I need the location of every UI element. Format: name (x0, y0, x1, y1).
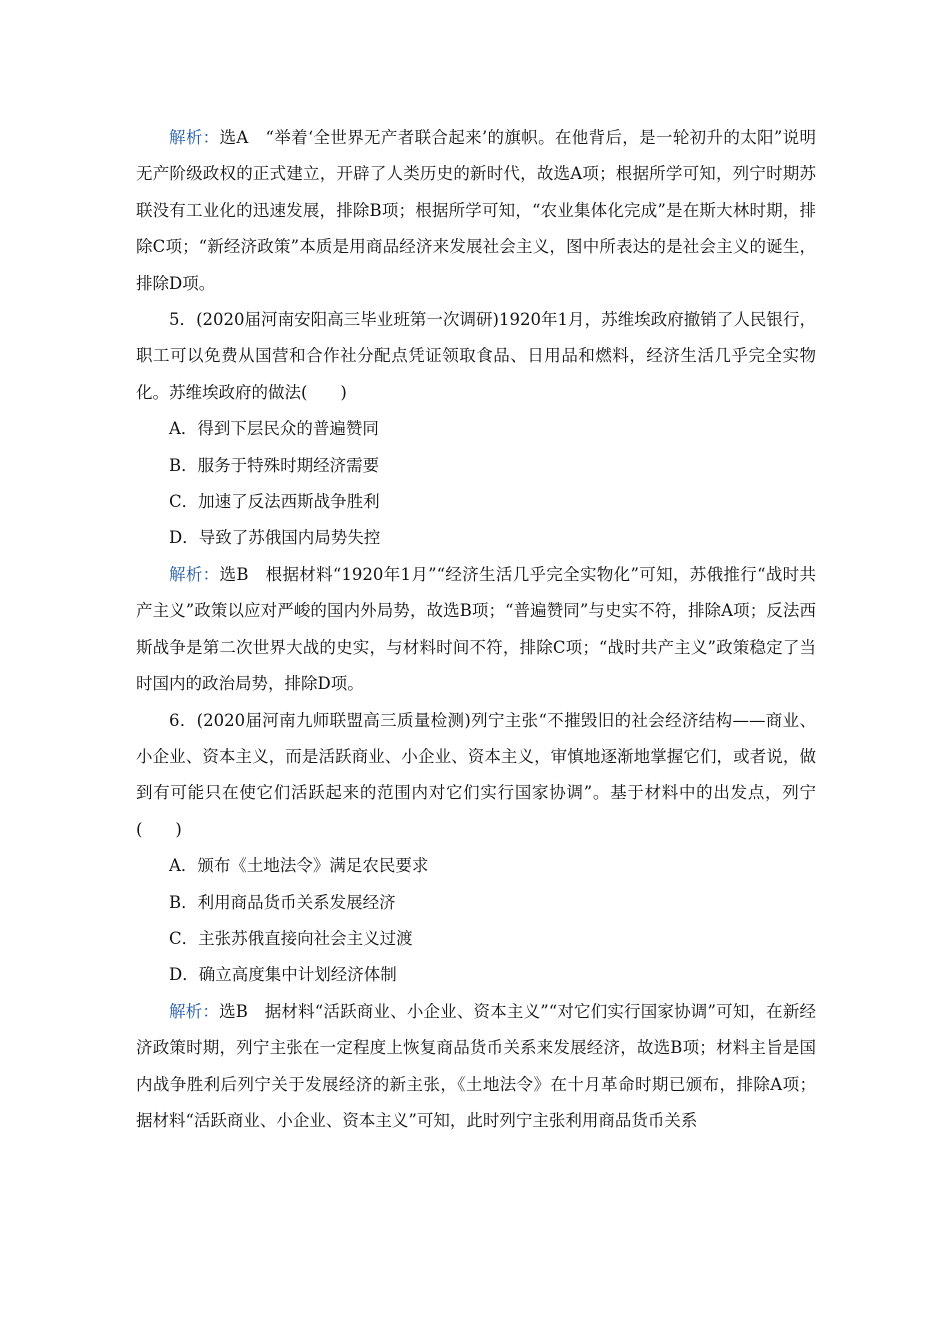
analysis-label: 解析： (169, 128, 220, 147)
q5-stem: 5．(2020届河南安阳高三毕业班第一次调研)1920年1月，苏维埃政府撤销了人民银行，职工可以免费从国营和合作社分配点凭证领取食品、日用品和燃料，经济生活几乎完全实物化。苏维埃政府的做法( ) (136, 310, 816, 402)
analysis-label: 解析： (169, 564, 220, 584)
q5-option-d: D．导致了苏俄国内局势失控 (169, 528, 381, 548)
analysis-text: 选B 根据材料“1920年1月”“经济生活几乎完全实物化”可知，苏俄推行“战时共产主义”政策以应对严峻的国内外局势，故选B项；“普遍赞同”与史实不符，排除A项；反法西斯战争是第二次世界大战的史实，与材料时间不符，排除C项；“战时共产主义”政策稳定了当时国内的政治局势，排除D项。 (136, 564, 817, 694)
q6-option-a: A．颁布《土地法令》满足农民要求 (169, 856, 429, 876)
q5-option-c: C．加速了反法西斯战争胜利 (169, 492, 380, 512)
q5-option-b: B．服务于特殊时期经济需要 (169, 455, 380, 475)
q6-option-d: D．确立高度集中计划经济体制 (169, 965, 397, 985)
q6-option-c: C．主张苏俄直接向社会主义过渡 (169, 928, 413, 948)
analysis-text: 选A “举着‘全世界无产者联合起来’的旗帜。在他背后，是一轮初升的太阳”说明无产阶级政权的正式建立，开辟了人类历史的新时代，故选A项；根据所学可知，列宁时期苏联没有工业化的迅速发展，排除B项；根据所学可知，“农业集体化完成”是在斯大林时期，排除C项；“新经济政策”本质是用商品经济来发展社会主义，图中所表达的是社会主义的诞生，排除D项。 (136, 128, 816, 293)
q5-option-a: A．得到下层民众的普遍赞同 (169, 419, 379, 439)
q5-analysis (136, 557, 816, 703)
q4-analysis (136, 120, 816, 302)
analysis-label: 解析： (169, 1001, 220, 1021)
q6-analysis (136, 994, 816, 1140)
analysis-text: 选B 据材料“活跃商业、小企业、资本主义”“对它们实行国家协调”可知，在新经济政策时期，列宁主张在一定程度上恢复商品货币关系来发展经济，故选B项；材料主旨是国内战争胜利后列宁关于发展经济的新主张，《土地法令》在十月革命时期已颁布，排除A项；据材料“活跃商业、小企业、资本主义”可知，此时列宁主张利用商品货币关系 (136, 1001, 817, 1130)
q6-option-b: B．利用商品货币关系发展经济 (169, 892, 396, 912)
page-content (136, 120, 816, 1139)
q6-stem: 6．(2020届河南九师联盟高三质量检测)列宁主张“不摧毁旧的社会经济结构——商业、小企业、资本主义，而是活跃商业、小企业、资本主义，审慎地逐渐地掌握它们，或者说，做到有可能只在使它们活跃起来的范围内对它们实行国家协调”。基于材料中的出发点，列宁( ) (136, 710, 816, 839)
